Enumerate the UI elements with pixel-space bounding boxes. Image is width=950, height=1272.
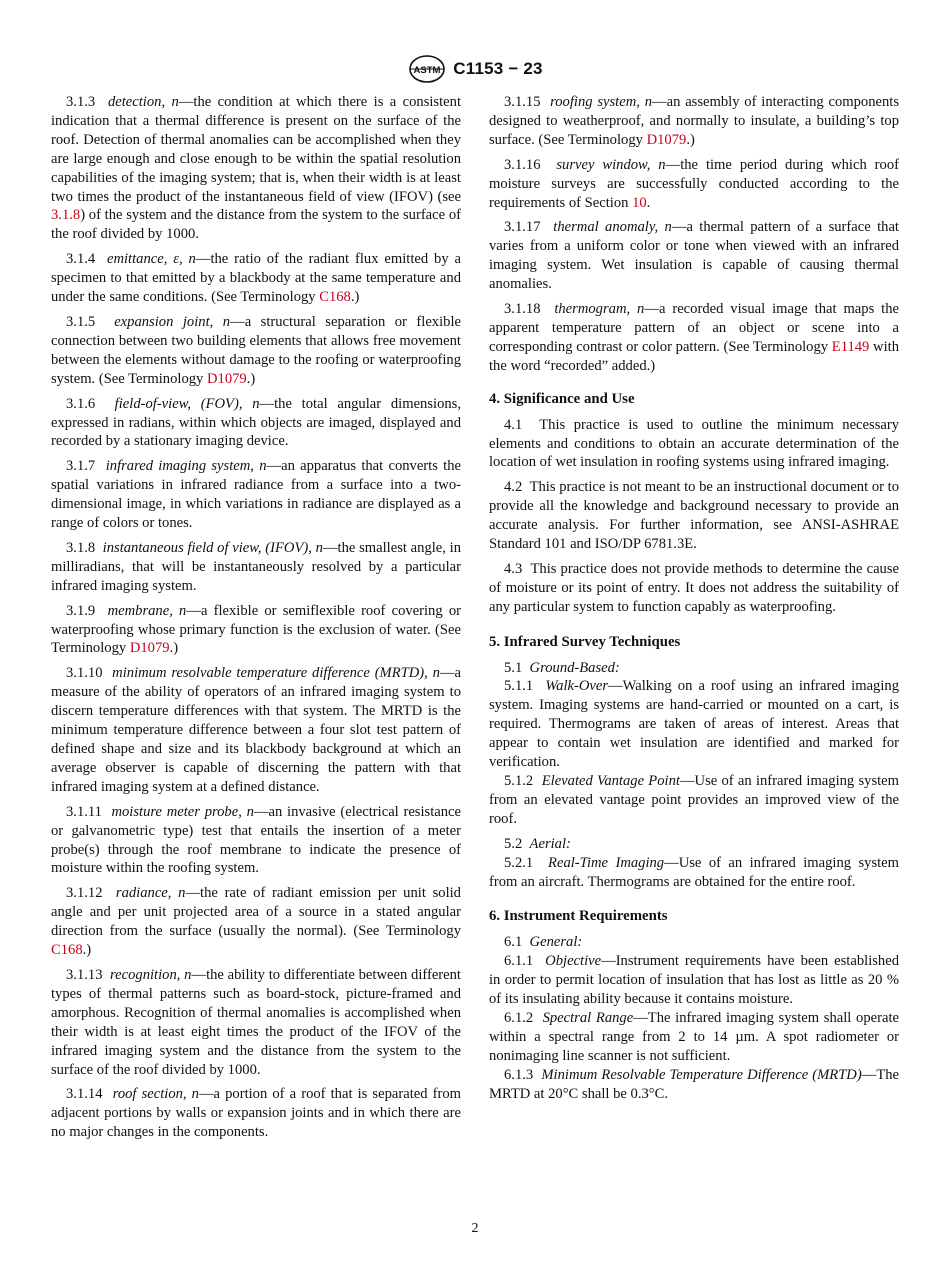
definition-3-1-11: 3.1.11 moisture meter probe, n—an invasive (electrical resistance or galvanometric type) test that entails the insertion of a meter probe(s) through the roof membrane to indicate the presence of moisture within the roofing system. [51,803,461,877]
definition-3-1-13: 3.1.13 recognition, n—the ability to differentiate between different types of thermal patterns such as board-stock, picture-framed and amorphous. Recognition of thermal anomalies is accomplished when their width is at least eight times the product of the IFOV of the infrared imaging system and the distance from the system to the surface of the roof divided by 1000. [51,966,461,1078]
defined-term: moisture meter probe, n [111,803,254,820]
definition-3-1-8: 3.1.8 instantaneous field of view, (IFOV), n—the smallest angle, in milliradians, that will be instantaneously resolved by a particular infrared imaging system. [51,539,462,594]
definition-3-1-12: 3.1.12 radiance, n—the rate of radiant emission per unit solid angle and per unit projected area of a source in a stated angular direction from the surface (usually the normal). (See Terminology C168.) [51,885,461,959]
paragraph-5-1-2: 5.1.2 Elevated Vantage Point—Use of an infrared imaging system from an elevated vantage point provides an improved view of the roof. [489,773,900,827]
definition-3-1-4: 3.1.4 emittance, ε, n—the ratio of the radiant flux emitted by a specimen to that emitted by a blackbody at the same temperature and under the same conditions. (See Terminology C168.) [51,251,462,306]
paragraph-6-1-2: 6.1.2 Spectral Range—The infrared imaging system shall operate within a spectral range from 2 to 14 µm. A spot radiometer or nonimaging line scanner is not sufficient. [489,1009,899,1064]
defined-term: thermogram, n [554,301,645,318]
definition-3-1-6: 3.1.6 field-of-view, (FOV), n—the total angular dimensions, expressed in radians, within which objects are imaged, displayed and recorded by a stationary imaging device. [51,395,461,450]
defined-term: emittance, ε, n [106,251,196,268]
reference-link-c168[interactable]: C168 [319,289,351,306]
paragraph-4-1: 4.1 This practice is used to outline the minimum necessary elements and conditions to obtain an accurate determination of the location of wet insulation in roofing systems using infrared imaging. [489,416,900,471]
section-heading-5: 5. Infrared Survey Techniques [489,633,681,650]
section-heading-4: 4. Significance and Use [489,390,635,407]
defined-term: instantaneous field of view, (IFOV), n [102,539,323,556]
reference-link-d1079[interactable]: D1079 [129,640,170,657]
paragraph-5-2: 5.2 Aerial: [504,835,571,852]
defined-term: radiance, n [115,885,186,902]
paragraph-4-3: 4.3 This practice does not provide methods to determine the cause of moisture or its point of entry. It does not address the suitability of any particular system to function capably as waterproofing. [489,560,900,615]
section-link-3-1-8[interactable]: 3.1.8 [51,207,81,224]
definition-3-1-17: 3.1.17 thermal anomaly, n—a thermal pattern of a surface that varies from a uniform color or tone when viewed with an infrared imaging system. Wet insulation is capable of causing thermal anomalies. [489,219,899,293]
paragraph-6-1-3: 6.1.3 Minimum Resolvable Temperature Difference (MRTD)—The MRTD at 20°C shall be 0.3°C. [489,1066,900,1102]
definition-3-1-9: 3.1.9 membrane, n—a flexible or semiflexible roof covering or waterproofing whose primary function is the exclusion of water. (See Terminology D1079.) [51,602,461,657]
reference-link-d1079[interactable]: D1079 [206,370,247,387]
defined-term: survey window, n [556,156,666,173]
defined-term: infrared imaging system, n [105,458,267,475]
paragraph-5-1-1: 5.1.1 Walk-Over—Walking on a roof using an infrared imaging system. Imaging systems are hand-carried or mounted on a cart, is required. Thermograms are taken of areas of interest. Areas that appear to contain wet insulation are identified and marked for verification. [489,678,900,771]
astm-logo-text: ASTM [413,65,441,76]
defined-term: roofing system, n [550,94,653,110]
definition-3-1-18: 3.1.18 thermogram, n—a recorded visual image that maps the apparent temperature pattern of an object or scene into a corresponding contrast or color pattern. (See Terminology E1149 with the word “recorded” added.) [489,301,900,374]
paragraph-6-1: 6.1 General: [504,934,583,951]
definition-3-1-15: 3.1.15 roofing system, n—an assembly of interacting components designed to weatherproof, and normally to insulate, a building’s top surface. (See Terminology D1079.) [489,94,900,148]
reference-link-c168[interactable]: C168 [51,942,83,959]
definition-3-1-7: 3.1.7 infrared imaging system, n—an apparatus that converts the spatial variations in infrared radiance from a surface into a two-dimensional image, in which variations in radiance are displayed as a range of colors or tones. [51,458,461,532]
defined-term: thermal anomaly, n [553,219,672,236]
definition-3-1-5: 3.1.5 expansion joint, n—a structural separation or flexible connection between two building elements that allows free movement between the elements without damage to the roofing or waterproofing system. (See Terminology D1079.) [51,313,461,387]
paragraph-5-2-1: 5.2.1 Real-Time Imaging—Use of an infrared imaging system from an aircraft. Thermograms are obtained for the entire roof. [489,854,900,890]
defined-term: recognition, n [110,966,192,983]
paragraph-4-2: 4.2 This practice is not meant to be an instructional document or to provide all the knowledge and background necessary to provide an accurate analysis. For further information, see ANSI-ASHRAE Standard 101 and ISO/DP 6781.3E. [489,479,899,553]
right-column [489,93,899,1104]
defined-term: field-of-view, (FOV), n [114,395,260,412]
left-column [51,93,461,1148]
astm-logo-icon [407,54,447,84]
reference-link-d1079[interactable]: D1079 [646,131,687,148]
paragraph-6-1-1: 6.1.1 Objective—Instrument requirements have been established in order to permit location of insulation that has lost as little as 20 % of its insulating ability because it contains moisture. [489,953,899,1008]
definition-3-1-10: 3.1.10 minimum resolvable temperature difference (MRTD), n—a measure of the ability of operators of an infrared imaging system to discern temperature differences with that system. The MRTD is the minimum temperature difference between a four slot test pattern of defined shape and size and its blackbody background at which an average observer is capable of discerning the pattern with that infrared imaging system at a defined distance. [51,665,462,795]
definition-3-1-14: 3.1.14 roof section, n—a portion of a roof that is separated from adjacent portions by walls or expansion joints and in which there are no major changes in the components. [51,1086,461,1141]
defined-term: expansion joint, n [114,313,231,330]
defined-term: membrane, n [107,602,187,619]
definition-3-1-16: 3.1.16 survey window, n—the time period during which roof moisture surveys are successfully conducted according to the requirements of Section 10. [489,156,899,211]
definition-3-1-3: 3.1.3 detection, n—the condition at which there is a consistent indication that a thermal difference is present on the surface of the roof. Detection of thermal anomalies can be accomplished when they are large enough and close enough to be within the spatial resolution capabilities of the imaging system; that is, when their width is at least two times the product of the instantaneous field of view (IFOV) (see 3.1.8) of the system and the distance from the system to the surface of the roof divided by 1000. [51,94,461,243]
section-heading-6: 6. Instrument Requirements [489,908,668,925]
document-designation: C1153 − 23 [453,59,543,78]
paragraph-5-1: 5.1 Ground-Based: [504,659,620,676]
page-number: 2 [471,1221,479,1236]
defined-term: roof section, n [112,1086,199,1103]
page-header [0,54,950,84]
section-link-10[interactable]: 10 [632,194,647,211]
reference-link-e1149[interactable]: E1149 [831,338,870,355]
defined-term: minimum resolvable temperature difference (MRTD), n [112,665,440,682]
defined-term: detection, n [107,94,179,110]
